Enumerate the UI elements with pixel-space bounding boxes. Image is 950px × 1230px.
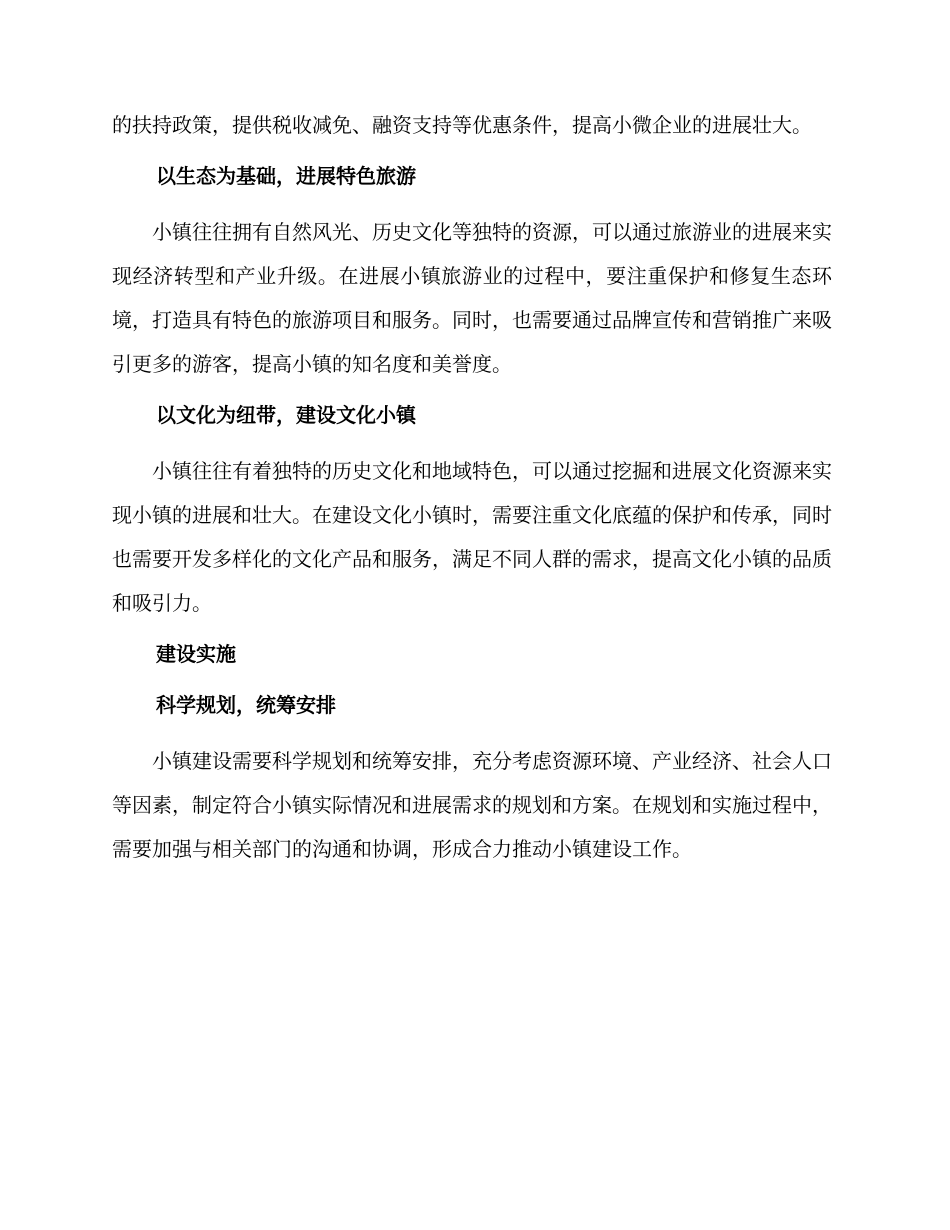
- paragraph-continuation: 的扶持政策，提供税收减免、融资支持等优惠条件，提高小微企业的进展壮大。: [112, 113, 812, 137]
- section-heading-implementation: 建设实施: [156, 642, 236, 666]
- document-page: [112, 103, 832, 871]
- paragraph-culture: 小镇往往有着独特的历史文化和地域特色，可以通过挖掘和进展文化资源来实现小镇的进展和壮大。在建设文化小镇时，需要注重文化底蕴的保护和传承，同时也需要开发多样化的文化产品和服务，满足不同人群的需求，提高文化小镇的品质和吸引力。: [112, 459, 832, 615]
- section-heading-planning: 科学规划，统筹安排: [156, 693, 336, 717]
- paragraph-tourism: 小镇往往拥有自然风光、历史文化等独特的资源，可以通过旅游业的进展来实现经济转型和产业升级。在进展小镇旅游业的过程中，要注重保护和修复生态环境，打造具有特色的旅游项目和服务。同时，也需要通过品牌宣传和营销推广来吸引更多的游客，提高小镇的知名度和美誉度。: [112, 220, 832, 376]
- paragraph-planning: 小镇建设需要科学规划和统筹安排，充分考虑资源环境、产业经济、社会人口等因素，制定符合小镇实际情况和进展需求的规划和方案。在规划和实施过程中，需要加强与相关部门的沟通和协调，形成合力推动小镇建设工作。: [112, 749, 832, 861]
- section-heading-ecology-tourism: 以生态为基础，进展特色旅游: [156, 164, 416, 188]
- section-heading-culture-town: 以文化为纽带，建设文化小镇: [156, 403, 416, 427]
